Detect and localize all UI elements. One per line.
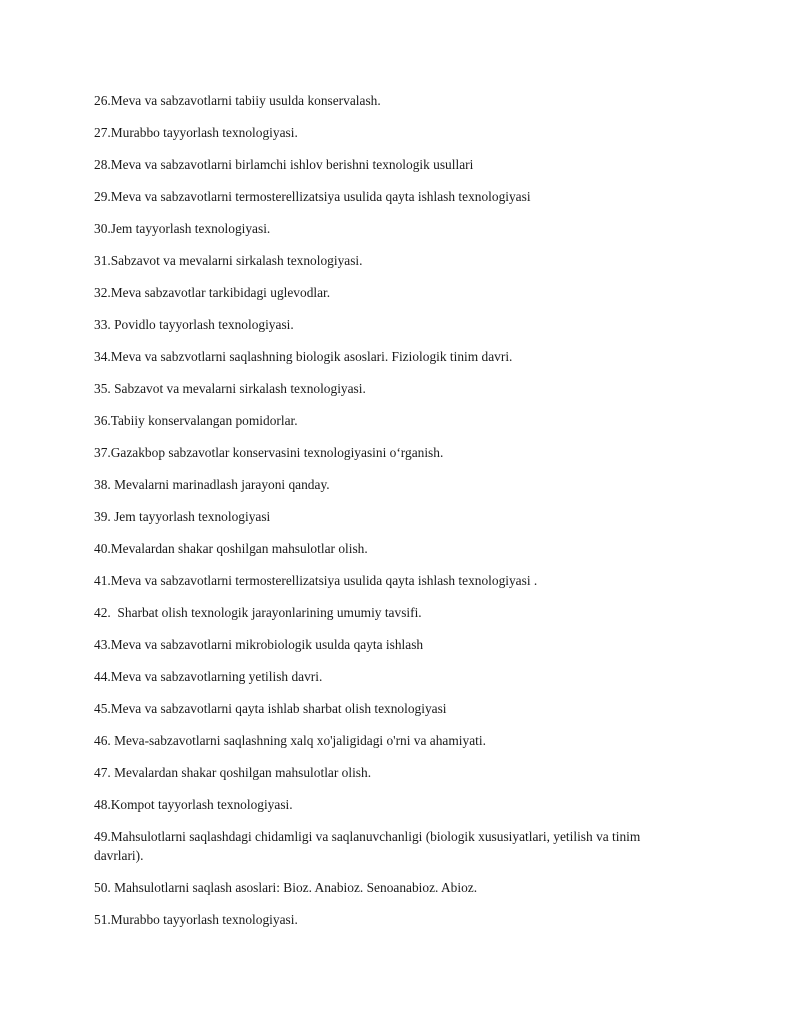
list-item: 39. Jem tayyorlash texnologiyasi xyxy=(94,509,271,524)
list-item: 34.Meva va sabzvotlarni saqlashning biologik asoslari. Fiziologik tinim davri. xyxy=(94,349,513,364)
list-item: 31.Sabzavot va mevalarni sirkalash texnologiyasi. xyxy=(94,253,363,268)
list-item: 49.Mahsulotlarni saqlashdagi chidamligi va saqlanuvchanligi (biologik xususiyatlari, yetilish va tinim davrlari). xyxy=(94,829,644,863)
list-item: 30.Jem tayyorlash texnologiyasi. xyxy=(94,221,271,236)
list-item: 43.Meva va sabzavotlarni mikrobiologik usulda qayta ishlash xyxy=(94,637,424,652)
list-item: 46. Meva-sabzavotlarni saqlashning xalq xo'jaligidagi o'rni va ahamiyati. xyxy=(94,733,486,748)
list-item: 37.Gazakbop sabzavotlar konservasini texnologiyasini o‘rganish. xyxy=(94,445,444,460)
list-item: 48.Kompot tayyorlash texnologiyasi. xyxy=(94,797,293,812)
list-item: 28.Meva va sabzavotlarni birlamchi ishlov berishni texnologik usullari xyxy=(94,157,474,172)
list-item: 44.Meva va sabzavotlarning yetilish davri. xyxy=(94,669,323,684)
list-item: 29.Meva va sabzavotlarni termosterellizatsiya usulida qayta ishlash texnologiyasi xyxy=(94,189,531,204)
list-item: 50. Mahsulotlarni saqlash asoslari: Bioz. Anabioz. Senoanabioz. Abioz. xyxy=(94,880,478,895)
list-item: 27.Murabbo tayyorlash texnologiyasi. xyxy=(94,125,298,140)
list-item: 40.Mevalardan shakar qoshilgan mahsulotlar olish. xyxy=(94,541,368,556)
list-item: 41.Meva va sabzavotlarni termosterellizatsiya usulida qayta ishlash texnologiyasi . xyxy=(94,573,538,588)
list-item: 38. Mevalarni marinadlash jarayoni qanday. xyxy=(94,477,330,492)
list-item: 42. Sharbat olish texnologik jarayonlarining umumiy tavsifi. xyxy=(94,605,422,620)
list-item: 26.Meva va sabzavotlarni tabiiy usulda konservalash. xyxy=(94,93,381,108)
question-list xyxy=(94,91,690,929)
list-item: 36.Tabiiy konservalangan pomidorlar. xyxy=(94,413,298,428)
list-item: 51.Murabbo tayyorlash texnologiyasi. xyxy=(94,912,298,927)
list-item: 32.Meva sabzavotlar tarkibidagi uglevodlar. xyxy=(94,285,331,300)
list-item: 33. Povidlo tayyorlash texnologiyasi. xyxy=(94,317,294,332)
list-item: 47. Mevalardan shakar qoshilgan mahsulotlar olish. xyxy=(94,765,372,780)
list-item: 35. Sabzavot va mevalarni sirkalash texnologiyasi. xyxy=(94,381,366,396)
list-item: 45.Meva va sabzavotlarni qayta ishlab sharbat olish texnologiyasi xyxy=(94,701,447,716)
